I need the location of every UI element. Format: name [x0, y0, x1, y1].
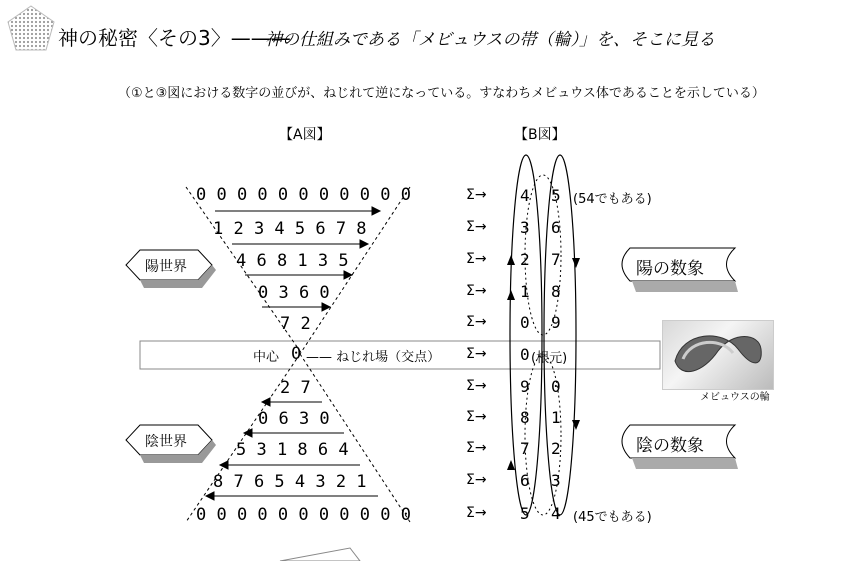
loop-arrow-5 — [507, 460, 515, 470]
diagram-a-label: 【A図】 — [279, 127, 331, 143]
a-row-3: 4 6 8 1 3 5 — [236, 251, 349, 271]
a-row-2: 1 2 3 4 5 6 7 8 — [213, 219, 367, 239]
b-left-2: 3 — [520, 218, 530, 237]
left-ellipse — [510, 155, 542, 515]
b-right-8: 2 — [551, 439, 561, 458]
b-right-4: 8 — [551, 282, 561, 301]
yin-number-label: 陰の数象 — [636, 436, 704, 456]
a-row-8: 5 3 1 8 6 4 — [236, 440, 349, 460]
b-top-note: (54でもある) — [573, 192, 652, 207]
loop-arrow-3 — [507, 290, 515, 300]
sigma-5: Σ→ — [466, 314, 487, 330]
sigma-6: Σ→ — [466, 346, 487, 362]
b-left-1: 4 — [520, 186, 530, 205]
a-row-7: 0 6 3 0 — [258, 409, 330, 429]
a-row-6: 2 7 — [280, 378, 311, 398]
center-label: 中心 — [253, 350, 280, 365]
yin-world-label: 陰世界 — [145, 434, 187, 450]
b-left-8: 7 — [520, 439, 530, 458]
sigma-10: Σ→ — [466, 472, 487, 488]
b-right-5: 9 — [551, 313, 561, 332]
a-row-10: 0 0 0 0 0 0 0 0 0 0 0 — [196, 505, 411, 525]
sigma-8: Σ→ — [466, 409, 487, 425]
b-right-6: 0 — [551, 377, 561, 396]
loop-arrow-2 — [572, 258, 580, 268]
hourglass-line-br — [300, 354, 410, 522]
b-left-5: 0 — [520, 313, 530, 332]
b-right-2: 6 — [551, 218, 561, 237]
twist-field-label: —— ねじれ場（交点） — [306, 350, 441, 365]
b-root-note: (根元) — [531, 351, 568, 366]
diagram-b-label: 【B図】 — [514, 127, 566, 143]
a-row-1: 0 0 0 0 0 0 0 0 0 0 0 — [196, 185, 411, 205]
b-left-3: 2 — [520, 250, 530, 269]
yang-world-label: 陽世界 — [145, 259, 187, 275]
sigma-11: Σ→ — [466, 505, 487, 521]
center-value: 0 — [291, 344, 302, 364]
explanatory-note: （①と③図における数字の並びが、ねじれて逆になっている。すなわちメビュウス体であることを示している） — [118, 86, 765, 101]
mobius-caption: メビュウスの輪 — [700, 392, 770, 403]
yang-number-label: 陽の数象 — [636, 259, 704, 279]
sigma-4: Σ→ — [466, 283, 487, 299]
b-right-9: 3 — [551, 471, 561, 490]
a-row-4: 0 3 6 0 — [258, 283, 330, 303]
b-left-9: 6 — [520, 471, 530, 490]
b-center-value: 0 — [520, 345, 530, 364]
sigma-3: Σ→ — [466, 251, 487, 267]
b-right-10: 4 — [551, 504, 561, 523]
b-bottom-note: (45でもある) — [573, 510, 652, 525]
sigma-1: Σ→ — [466, 187, 487, 203]
a-row-5: 7 2 — [280, 314, 311, 334]
b-right-7: 1 — [551, 408, 561, 427]
b-left-6: 9 — [520, 377, 530, 396]
b-left-10: 5 — [520, 504, 530, 523]
mobius-strip-icon — [663, 321, 773, 389]
sigma-9: Σ→ — [466, 440, 487, 456]
b-left-7: 8 — [520, 408, 530, 427]
b-left-4: 1 — [520, 282, 530, 301]
loop-arrow-1 — [507, 255, 515, 265]
mobius-strip-image — [662, 320, 774, 390]
a-row-9: 8 7 6 5 4 3 2 1 — [213, 472, 367, 492]
page-title: 神の秘密〈その3〉——— — [58, 26, 291, 50]
b-right-3: 7 — [551, 250, 561, 269]
sigma-2: Σ→ — [466, 219, 487, 235]
page-subtitle: 神の仕組みである「メビュウスの帯（輪）」を、そこに見る — [265, 30, 715, 50]
b-right-1: 5 — [551, 186, 561, 205]
sigma-7: Σ→ — [466, 378, 487, 394]
